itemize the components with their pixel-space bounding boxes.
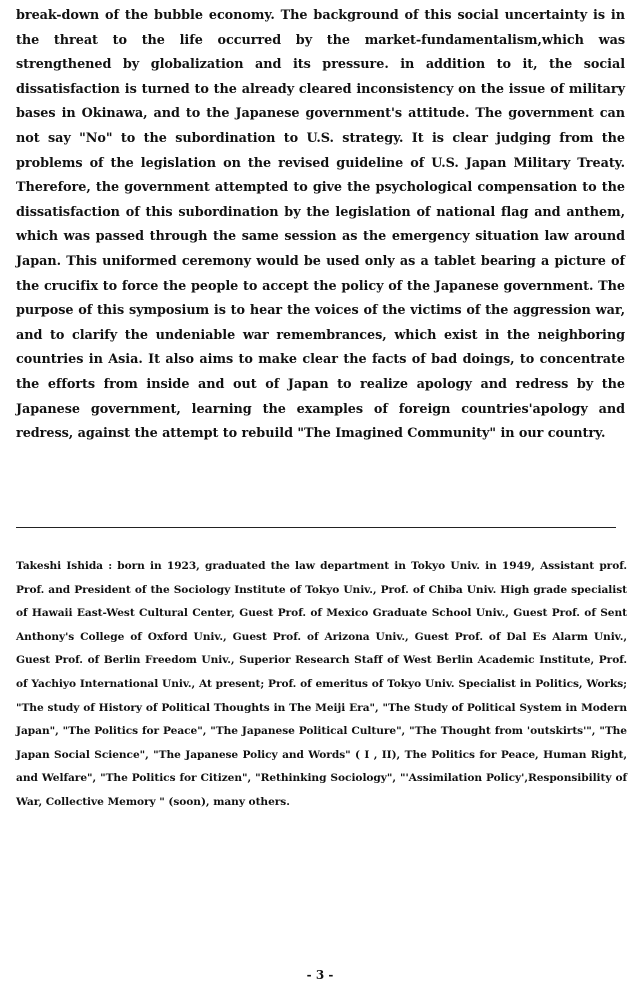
page-number: - 3 - xyxy=(306,968,334,982)
author-bio-footnote: Takeshi Ishida : born in 1923, graduated the law department in Tokyo Univ. in 1949, Assistant prof. Prof. and President of the Sociology Institute of Tokyo Univ., Prof. of Chiba Univ. High grade specialist of Hawaii East-West Cultural Center, Guest Prof. of Mexico Graduate School Univ., Guest Prof. of Sent Anthony's College of Oxford Univ., Guest Prof. of Arizona Univ., Guest Prof. of Dal Es Alarm Univ., Guest Prof. of Berlin Freedom Univ., Superior Research Staff of West Berlin Academic Institute, Prof. of Yachiyo International Univ., At present; Prof. of emeritus of Tokyo Univ. Specialist in Politics, Works; "The study of History of Political Thoughts in The Meiji Era", "The Study of Political System in Modern Japan", "The Politics for Peace", "The Japanese Political Culture", "The Thought from 'outskirts'", "The Japan Social Science", "The Japanese Policy and Words" ( I , II), The Politics for Peace, Human Right, and Welfare", "The Politics for Citizen", "Rethinking Sociology", "'Assimilation Policy',Responsibility of War, Collective Memory " (soon), many others. xyxy=(16,560,627,808)
footnote-divider xyxy=(16,527,616,528)
main-paragraph: break-down of the bubble economy. The background of this social uncertainty is in the threat to the life occurred by the market-fundamentalism,which was strengthened by globalization and its pressure. in addition to it, the social dissatisfaction is turned to the already cleared inconsistency on the issue of military bases in Okinawa, and to the Japanese government's attitude. The government can not say "No" to the subordination to U.S. strategy. It is clear judging from the problems of the legislation on the revised guideline of U.S. Japan Military Treaty. Therefore, the government attempted to give the psychological compensation to the dissatisfaction of this subordination by the legislation of national flag and anthem, which was passed through the same session as the emergency situation law around Japan. This uniformed ceremony would be used only as a tablet bearing a picture of the crucifix to force the people to accept the policy of the Japanese government. The purpose of this symposium is to hear the voices of the victims of the aggression war, and to clarify the undeniable war remembrances, which exist in the neighboring countries in Asia. It also aims to make clear the facts of bad doings, to concentrate the efforts from inside and out of Japan to realize apology and redress by the Japanese government, learning the examples of foreign countries'apology and redress, against the attempt to rebuild "The Imagined Community" in our country. xyxy=(16,8,625,442)
